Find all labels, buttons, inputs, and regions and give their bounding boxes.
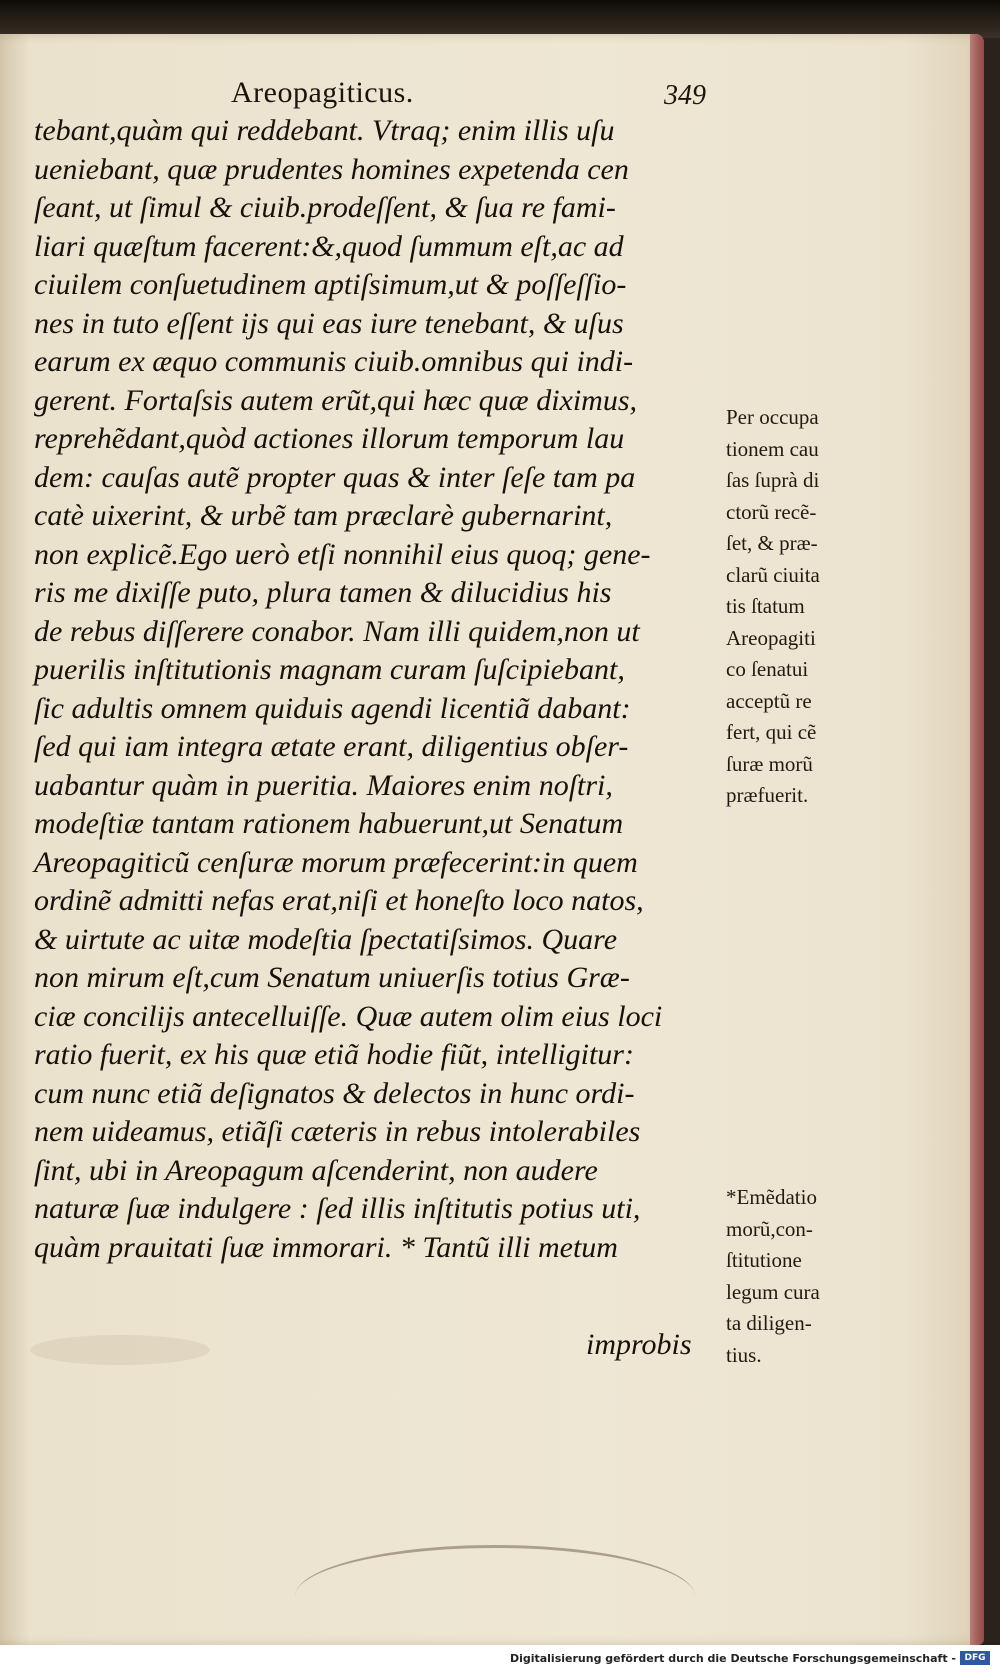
text-line: non explicẽ.Ego uerò etſi nonnihil eius quoq; gene- bbox=[34, 537, 651, 571]
margin-note-line: fert, qui cẽ bbox=[726, 720, 817, 744]
text-line: naturæ ſuæ indulgere : ſed illis inſtitutis potius uti, bbox=[34, 1192, 641, 1225]
text-line: earum ex æquo communis ciuib.omnibus qui indi- bbox=[34, 345, 634, 378]
footer-bar bbox=[0, 1645, 1000, 1673]
running-head: Areopagiticus. bbox=[231, 76, 414, 109]
catchword: improbis bbox=[586, 1328, 692, 1361]
margin-note-line: ſas ſuprà di bbox=[726, 468, 820, 492]
text-line: ſed qui iam integra ætate erant, diligentius obſer- bbox=[34, 730, 629, 763]
margin-note-line: ctorũ recẽ- bbox=[726, 499, 817, 524]
margin-note-line: tis ſtatum bbox=[726, 594, 805, 618]
text-line: ſeant, ut ſimul & ciuib.prodeſſent, & ſua re fami- bbox=[34, 191, 616, 224]
book-top-edge bbox=[0, 0, 1000, 38]
page-curl bbox=[295, 1545, 695, 1648]
margin-note-line: *Emẽdatio bbox=[726, 1185, 817, 1209]
text-line: puerilis inſtitutionis magnam curam ſuſcipiebant, bbox=[34, 653, 625, 686]
text-line: nes in tuto eſſent ijs qui eas iure tenebant, & uſus bbox=[34, 306, 624, 340]
text-line: cum nunc etiã deſignatos & delectos in hunc ordi- bbox=[34, 1076, 635, 1110]
text-line: ciuilem conſuetudinem aptiſsimum,ut & poſſeſſio- bbox=[34, 268, 627, 301]
text-line: dem: cauſas autẽ propter quas & inter ſeſe tam pa bbox=[34, 460, 636, 494]
page-stain bbox=[30, 1335, 210, 1365]
text-line: & uirtute ac uitæ modeſtia ſpectatiſsimos. Quare bbox=[34, 922, 618, 956]
page-number: 349 bbox=[664, 80, 706, 111]
margin-note-line: præfuerit. bbox=[726, 783, 809, 807]
text-line: gerent. Fortaſsis autem erũt,qui hæc quæ diximus, bbox=[34, 383, 638, 417]
margin-note-line: acceptũ re bbox=[726, 688, 812, 713]
text-line: Areopagiticũ cenſuræ morum præfecerint:in quem bbox=[34, 845, 638, 879]
text-line: nem uideamus, etiãſi cæteris in rebus intolerabiles bbox=[34, 1115, 641, 1148]
margin-note-line: Per occupa bbox=[726, 405, 819, 429]
text-line: de rebus diſſerere conabor. Nam illi quidem,non ut bbox=[34, 614, 640, 648]
text-line: ciæ concilijs antecelluiſſe. Quæ autem olim eius loci bbox=[34, 999, 663, 1033]
text-line: non mirum eſt,cum Senatum uniuerſis totius Græ- bbox=[34, 961, 630, 994]
text-line: ſic adultis omnem quiduis agendi licentiã dabant: bbox=[34, 691, 631, 725]
margin-note-line: Areopagiti bbox=[726, 625, 816, 650]
text-line: modeſtiæ tantam rationem habuerunt,ut Senatum bbox=[34, 807, 624, 840]
text-line: reprehẽdant,quòd actiones illorum temporum lau bbox=[34, 422, 625, 455]
margin-note-line: ta diligen- bbox=[726, 1311, 812, 1335]
margin-note-line: ſuræ morũ bbox=[726, 751, 813, 776]
margin-note-line: legum cura bbox=[726, 1279, 820, 1304]
margin-note-line: tius. bbox=[726, 1342, 762, 1367]
margin-note-line: tionem cau bbox=[726, 436, 819, 461]
text-line: uabantur quàm in pueritia. Maiores enim noſtri, bbox=[34, 768, 613, 802]
text-line: ueniebant, quæ prudentes homines expetenda cen bbox=[34, 152, 629, 186]
page-edge-red bbox=[970, 34, 984, 1645]
main-text-block bbox=[34, 112, 734, 1267]
text-line: ratio fuerit, ex his quæ etiã hodie fiũt, intelligitur: bbox=[34, 1038, 634, 1071]
text-line: liari quæſtum facerent:&,quod ſummum eſt,ac ad bbox=[34, 229, 624, 263]
funding-credit: Digitalisierung gefördert durch die Deutsche Forschungsgemeinschaft - bbox=[509, 1652, 956, 1665]
text-line: catè uixerint, & urbẽ tam præclarè gubernarint, bbox=[34, 499, 613, 532]
text-line: ris me dixiſſe puto, plura tamen & dilucidius his bbox=[34, 576, 612, 609]
margin-note-line: morũ,con- bbox=[726, 1216, 813, 1241]
text-line: quàm prauitati ſuæ immorari. * Tantũ illi metum bbox=[34, 1230, 618, 1264]
dfg-logo: DFG bbox=[960, 1651, 990, 1665]
text-line: ſint, ubi in Areopagum aſcenderint, non audere bbox=[34, 1153, 598, 1187]
margin-note-line: co ſenatui bbox=[726, 657, 809, 681]
text-line: ordinẽ admitti nefas erat,niſi et honeſto loco natos, bbox=[34, 884, 644, 917]
margin-note-line: ſtitutione bbox=[726, 1248, 802, 1272]
margin-note-1 bbox=[726, 402, 876, 812]
margin-note-line: ſet, & præ- bbox=[726, 531, 818, 555]
text-line: tebant,quàm qui reddebant. Vtraq; enim illis uſu bbox=[34, 114, 615, 147]
margin-note-2 bbox=[726, 1182, 876, 1371]
margin-note-line: clarũ ciuita bbox=[726, 562, 820, 587]
